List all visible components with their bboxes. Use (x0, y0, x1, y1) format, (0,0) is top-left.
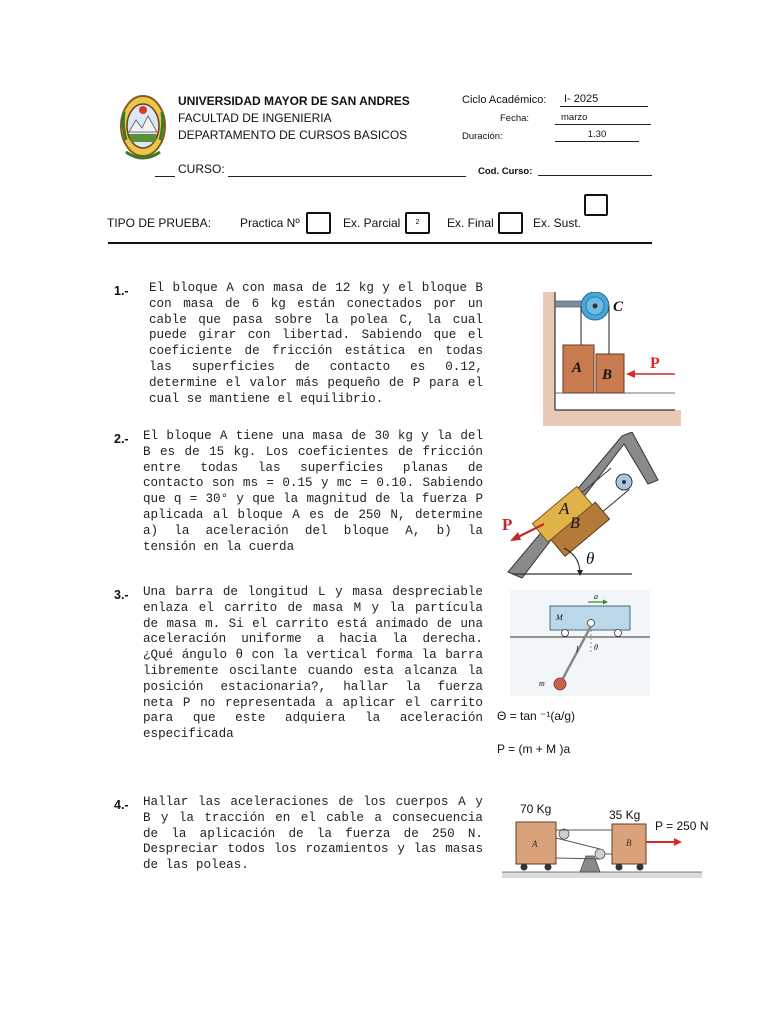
question-3-text: Una barra de longitud L y masa despreciable enlaza el carrito de masa M y la partícula de masa m. Si el carrito está animado de una aceleración uniforme a hacia la derecha. ¿Qué ángulo θ con la vertical forma la barra libremente oscilante cuando esta alcanza la posición estacionaria?, hallar la fuerza neta P no representada a aplicar el carrito para que este adquiera la aceleración especificada (143, 585, 483, 742)
figure-4-two-carts (502, 798, 718, 880)
final-checkbox[interactable] (498, 212, 523, 234)
fig4-mass-a-label: 70 Kg (520, 802, 552, 816)
ciclo-field[interactable] (560, 93, 648, 107)
cod-curso-label: Cod. Curso: (478, 166, 533, 177)
fecha-label: Fecha: (500, 113, 530, 124)
question-3-number: 3.- (114, 588, 129, 602)
department-name: DEPARTAMENTO DE CURSOS BASICOS (178, 128, 408, 142)
fig4-force-label: P = 250 N (655, 819, 709, 833)
header-divider (108, 242, 652, 244)
question-2-number: 2.- (114, 432, 129, 446)
ciclo-label: Ciclo Académico: (462, 94, 547, 106)
fig2-block-a-label: A (559, 499, 570, 518)
parcial-checkbox[interactable] (405, 212, 430, 234)
fig1-force-label: P (650, 355, 660, 372)
fig3-theta-label: θ (594, 643, 598, 652)
practica-checkbox[interactable] (306, 212, 331, 234)
duracion-field[interactable] (555, 129, 639, 142)
sust-checkbox[interactable] (584, 194, 608, 216)
curso-label: CURSO: (178, 162, 225, 176)
parcial-label: Ex. Parcial (343, 216, 401, 230)
fig1-block-b-label: B (602, 367, 613, 383)
question-1-text: El bloque A con masa de 12 kg y el bloque B con masa de 6 kg están conectados por un cable que pasa sobre la polea C, la cual puede girar con libertad. Sabiendo que el coeficiente de fricción estática en todas las superficies de contacto es 0.12, determine el valor más pequeño de P para el cual se mantiene el equilibrio. (149, 281, 483, 406)
fig2-force-label: P (502, 515, 513, 534)
duracion-value: 1.30 (587, 129, 607, 140)
figure-3-cart-pendulum (510, 590, 650, 696)
question-2-text: El bloque A tiene una masa de 30 kg y la del B es de 15 kg. Los coeficientes de fricción entre todas las superficies planas de contacto son ms = 0.15 y mc = 0.10. Sabiendo que q = 30° y que la magnitud de la fuerza P aplicada al bloque A es de 250 N, determine a) la aceleración del bloque A, b) la tensión en la cuerda (143, 429, 483, 554)
duracion-label: Duración: (462, 131, 503, 142)
fig4-block-b-label: B (626, 838, 632, 848)
question-4-number: 4.- (114, 798, 129, 812)
fig4-block-a-label: A (532, 839, 538, 849)
fig4-mass-b-label: 35 Kg (609, 808, 641, 822)
formula-theta: Θ = tan ⁻¹(a/g) (497, 709, 576, 723)
fig2-block-b-label: B (570, 515, 580, 532)
seal-logo-icon (118, 92, 168, 164)
parcial-value: 2 (415, 219, 420, 226)
curso-field[interactable] (228, 176, 466, 177)
question-4-text: Hallar las aceleraciones de los cuerpos A y B y la tracción en el cable a consecuencia de la aplicación de la fuerza de 250 N. Despreciar todos los rozamientos y las masas de las poleas. (143, 795, 483, 873)
practica-label: Practica Nº (240, 216, 300, 230)
fecha-field[interactable] (555, 112, 651, 125)
fecha-value: marzo (561, 112, 588, 123)
fig1-block-a-label: A (572, 360, 583, 376)
ciclo-value: I- 2025 (564, 93, 599, 105)
formula-force: P = (m + M )a (497, 742, 571, 756)
figure-2-incline-blocks (498, 432, 662, 580)
university-seal (118, 92, 168, 164)
figure-1-pulley-blocks (543, 292, 681, 426)
fig1-pulley-label: C (613, 299, 624, 315)
cod-curso-field[interactable] (538, 175, 652, 176)
fig3-cart-label: M (556, 613, 563, 622)
sust-label: Ex. Sust. (533, 216, 582, 230)
question-1-number: 1.- (114, 284, 129, 298)
fig3-bar-label: l (576, 645, 579, 654)
faculty-name: FACULTAD DE INGENIERIA (178, 111, 332, 125)
fig3-accel-label: a (594, 592, 598, 601)
final-label: Ex. Final (447, 216, 494, 230)
tipo-prueba-label: TIPO DE PRUEBA: (107, 216, 212, 230)
fig3-mass-label: m (539, 679, 545, 688)
curso-left-line (155, 176, 175, 177)
fig2-angle-label: θ (586, 549, 595, 568)
university-name: UNIVERSIDAD MAYOR DE SAN ANDRES (178, 94, 410, 108)
